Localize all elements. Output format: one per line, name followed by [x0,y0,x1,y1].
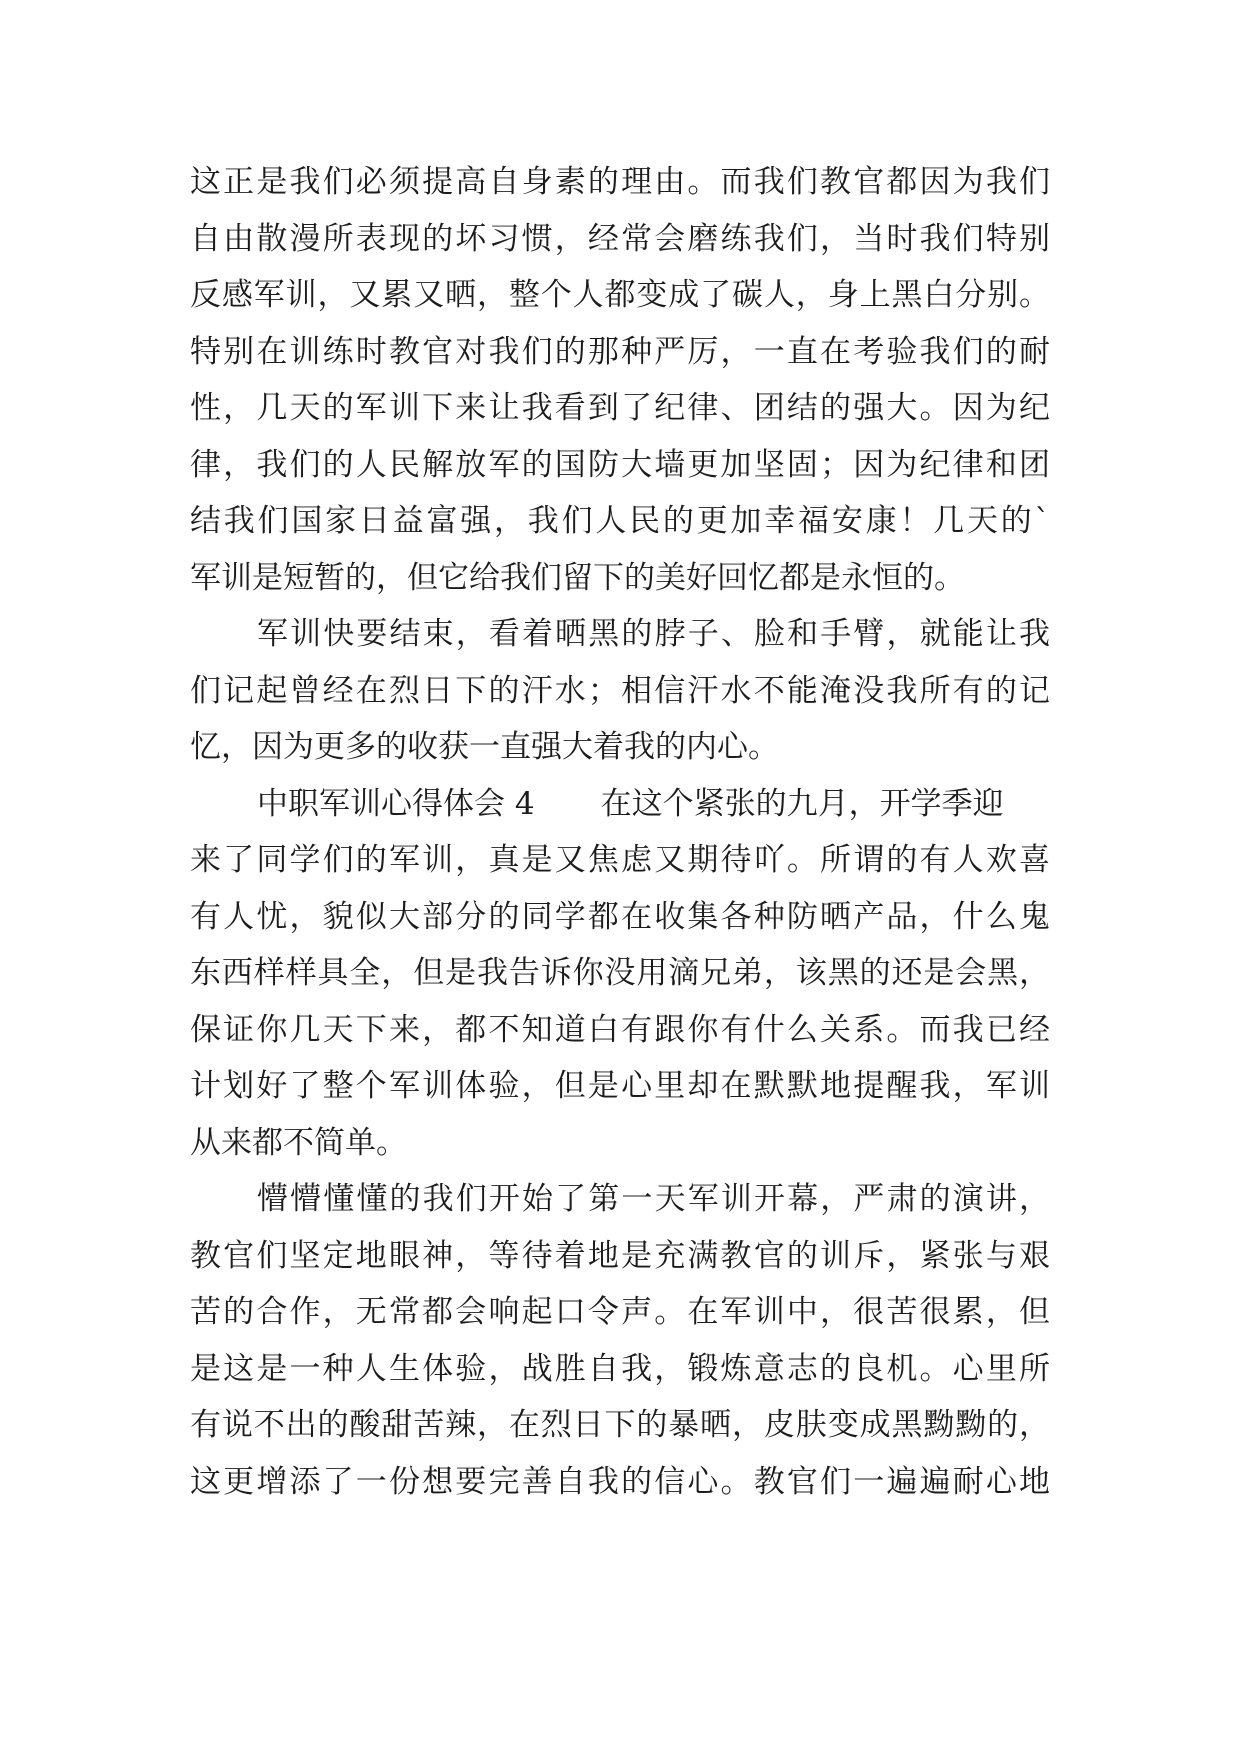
text-line: 来了同学们的军训，真是又焦虑又期待吖。所谓的有人欢喜 [190,842,1050,878]
section-heading: 中职军训心得体会 4 [257,785,535,822]
text-line: 是这是一种人生体验，战胜自我，锻炼意志的良机。心里所 [190,1350,1050,1387]
section-heading-line [190,776,1050,833]
text-line: 懵懵懂懂的我们开始了第一天军训开幕，严肃的演讲， [257,1181,1050,1217]
text-line: 性，几天的军训下来让我看到了纪律、团结的强大。因为纪 [190,390,1050,426]
text-line: 教官们坚定地眼神，等待着地是充满教官的训斥，紧张与艰 [190,1237,1050,1274]
body-text [190,154,1050,1510]
text-line: 有说不出的酸甜苦辣，在烈日下的暴晒，皮肤变成黑黝黝的， [190,1407,1050,1443]
text-line: 反感军训，又累又晒，整个人都变成了碳人，身上黑白分别。 [190,277,1050,313]
text-line: 自由散漫所表现的坏习惯，经常会磨练我们，当时我们特别 [190,220,1050,257]
text-line: 特别在训练时教官对我们的那种严厉，一直在考验我们的耐 [190,333,1050,370]
text-line: 苦的合作，无常都会响起口令声。在军训中，很苦很累，但 [190,1294,1050,1330]
text-line: 律，我们的人民解放军的国防大墙更加坚固；因为纪律和团 [190,446,1050,483]
text-line: 军训是短暂的，但它给我们留下的美好回忆都是永恒的。 [190,559,965,596]
text-line: 军训快要结束，看着晒黑的脖子、脸和手臂，就能让我 [257,616,1050,652]
text-line: 结我们国家日益富强，我们人民的更加幸福安康！几天的` [190,503,1050,539]
text-line: 计划好了整个军训体验，但是心里却在默默地提醒我，军训 [190,1068,1050,1104]
text-line: 从来都不简单。 [190,1124,407,1161]
text-line: 东西样样具全，但是我告诉你没用滴兄弟，该黑的还是会黑， [190,955,1050,991]
text-line: 保证你几天下来，都不知道白有跟你有什么关系。而我已经 [190,1011,1050,1048]
text-line: 有人忧，貌似大部分的同学都在收集各种防晒产品，什么鬼 [190,898,1050,935]
text-line: 这更增添了一份想要完善自我的信心。教官们一遍遍耐心地 [190,1463,1050,1500]
text-line: 忆，因为更多的收获一直强大着我的内心。 [190,729,779,765]
text-line: 在这个紧张的九月，开学季迎 [600,785,1004,822]
text-line: 这正是我们必须提高自身素的理由。而我们教官都因为我们 [190,164,1050,200]
text-line: 们记起曾经在烈日下的汗水；相信汗水不能淹没我所有的记 [190,672,1050,709]
